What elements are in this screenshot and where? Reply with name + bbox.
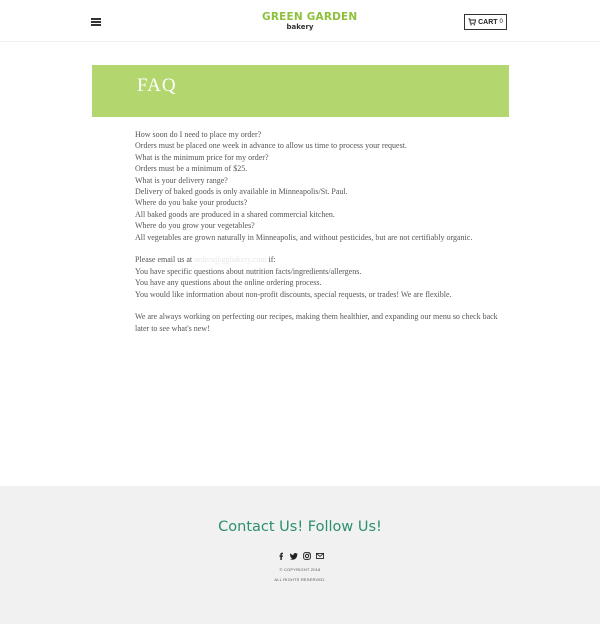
faq-question: Where do you bake your products? bbox=[135, 198, 248, 208]
faq-content bbox=[135, 129, 507, 334]
facebook-icon[interactable] bbox=[277, 552, 285, 560]
email-link[interactable]: orders@ggbakery.com bbox=[194, 255, 267, 265]
faq-answer: Delivery of baked goods is only available in Minneapolis/St. Paul. bbox=[135, 187, 348, 197]
cart-label: CART bbox=[478, 18, 498, 26]
site-header bbox=[0, 0, 600, 42]
shopping-cart-icon bbox=[468, 18, 476, 26]
faq-question: What is your delivery range? bbox=[135, 175, 228, 185]
hamburger-menu-icon[interactable] bbox=[91, 18, 101, 26]
contact-reason: You have any questions about the online ordering process. bbox=[135, 278, 322, 288]
contact-reason: You have specific questions about nutrition facts/ingredients/allergens. bbox=[135, 266, 362, 276]
instagram-icon[interactable] bbox=[303, 552, 311, 560]
logo-title: GREEN GARDEN bbox=[262, 11, 358, 23]
cart-count: 0 bbox=[499, 19, 503, 25]
twitter-icon[interactable] bbox=[290, 552, 298, 560]
page-title: FAQ bbox=[137, 75, 177, 96]
faq-answer: Orders must be placed one week in advance to allow us time to process your request. bbox=[135, 141, 407, 151]
site-logo[interactable] bbox=[262, 11, 358, 31]
faq-answer: All vegetables are grown naturally in Minneapolis, and without pesticides, but are not certifiably organic. bbox=[135, 232, 473, 242]
logo-subtitle: bakery bbox=[286, 23, 314, 31]
page-banner bbox=[92, 65, 509, 117]
email-icon[interactable] bbox=[316, 552, 324, 560]
contact-intro bbox=[135, 254, 507, 265]
faq-question: How soon do I need to place my order? bbox=[135, 130, 262, 139]
faq-answer: All baked goods are produced in a shared commercial kitchen. bbox=[135, 209, 335, 219]
faq-answer: Orders must be a minimum of $25. bbox=[135, 164, 248, 174]
contact-intro-after: if: bbox=[268, 255, 276, 265]
closing-text: We are always working on perfecting our recipes, making them healthier, and expanding our menu so check back later to see what's new! bbox=[135, 312, 498, 333]
faq-question: Where do you grow your vegetables? bbox=[135, 221, 255, 231]
copyright-text: © COPYRIGHT 2018 bbox=[279, 567, 321, 572]
footer-title: Contact Us! Follow Us! bbox=[218, 519, 382, 535]
contact-intro-before: Please email us at bbox=[135, 255, 193, 265]
site-footer bbox=[0, 486, 600, 624]
contact-reason: You would like information about non-profit discounts, special requests, or trades! We are flexible. bbox=[135, 289, 452, 299]
rights-text: ALL RIGHTS RESERVED. bbox=[274, 577, 326, 582]
social-links bbox=[0, 552, 600, 560]
faq-question: What is the minimum price for my order? bbox=[135, 152, 269, 162]
cart-button[interactable] bbox=[464, 14, 507, 30]
